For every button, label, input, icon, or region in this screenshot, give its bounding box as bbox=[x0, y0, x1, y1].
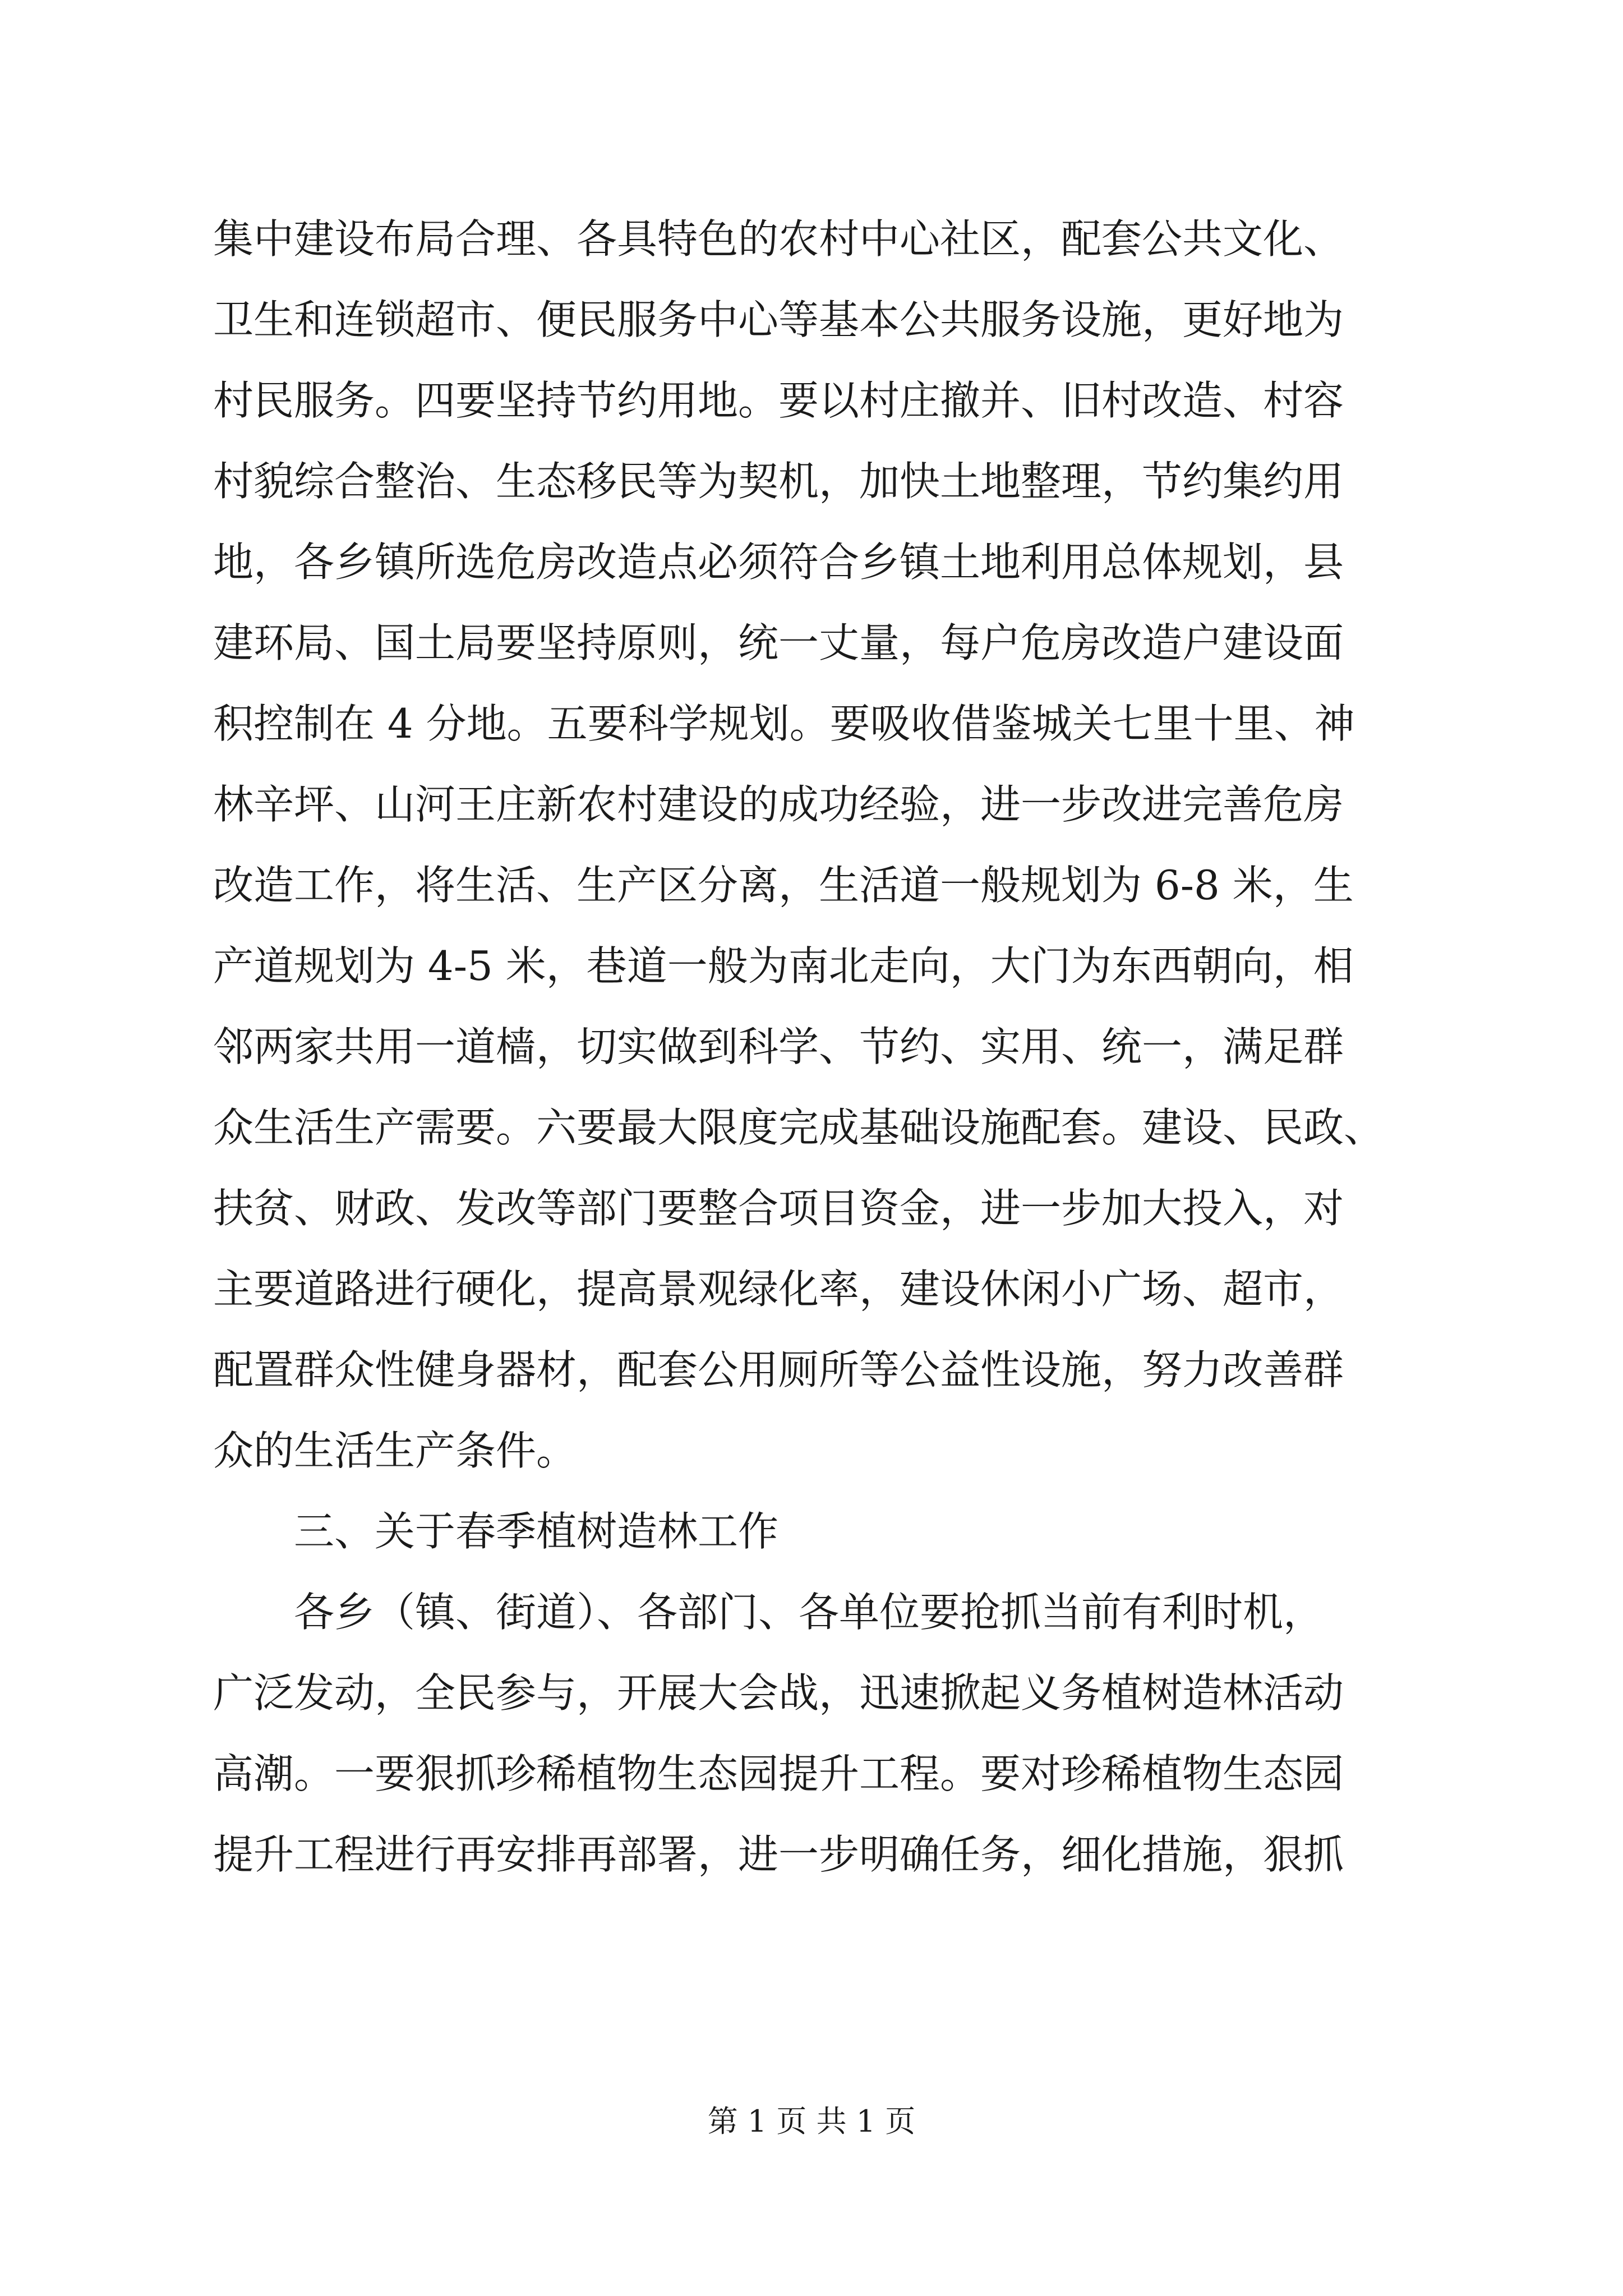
text-line: 众的生活生产条件。 bbox=[213, 1427, 577, 1474]
text-line: 主要道路进行硬化，提高景观绿化率，建设休闲小广场、超市， bbox=[213, 1266, 1344, 1313]
text-line: 村民服务。四要坚持节约用地。要以村庄撤并、旧村改造、村容 bbox=[213, 377, 1344, 424]
text-line: 集中建设布局合理、各具特色的农村中心社区，配套公共文化、 bbox=[213, 215, 1344, 263]
text-line: 积控制在 4 分地。五要科学规划。要吸收借鉴城关七里十里、神 bbox=[213, 700, 1355, 747]
text-line: 村貌综合整治、生态移民等为契机，加快土地整理，节约集约用 bbox=[213, 458, 1344, 505]
text-line: 高潮。一要狠抓珍稀植物生态园提升工程。要对珍稀植物生态园 bbox=[213, 1750, 1344, 1797]
text-line: 林辛坪、山河王庄新农村建设的成功经验，进一步改进完善危房 bbox=[213, 781, 1344, 828]
text-line: 广泛发动，全民参与，开展大会战，迅速掀起义务植树造林活动 bbox=[213, 1669, 1344, 1717]
body-text bbox=[213, 199, 1424, 1895]
text-line: 各乡（镇、街道）、各部门、各单位要抢抓当前有利时机， bbox=[294, 1589, 1324, 1636]
text-line: 扶贫、财政、发改等部门要整合项目资金，进一步加大投入，对 bbox=[213, 1185, 1344, 1232]
text-line: 提升工程进行再安排再部署，进一步明确任务，细化措施，狠抓 bbox=[213, 1831, 1344, 1878]
section-heading: 三、关于春季植树造林工作 bbox=[294, 1508, 779, 1555]
text-line: 配置群众性健身器材，配套公用厕所等公益性设施，努力改善群 bbox=[213, 1346, 1344, 1393]
text-line: 建环局、国土局要坚持原则，统一丈量，每户危房改造户建设面 bbox=[213, 619, 1344, 666]
text-line: 众生活生产需要。六要最大限度完成基础设施配套。建设、民政、 bbox=[213, 1104, 1385, 1151]
text-line: 地，各乡镇所选危房改造点必须符合乡镇土地利用总体规划，县 bbox=[213, 539, 1344, 586]
page-number: 第 1 页 共 1 页 bbox=[707, 2104, 916, 2139]
text-line: 邻两家共用一道樯，切实做到科学、节约、实用、统一，满足群 bbox=[213, 1023, 1344, 1070]
text-line: 卫生和连锁超市、便民服务中心等基本公共服务设施，更好地为 bbox=[213, 296, 1344, 343]
text-line: 产道规划为 4-5 米，巷道一般为南北走向，大门为东西朝向，相 bbox=[213, 942, 1354, 990]
page-footer bbox=[0, 2099, 1623, 2144]
text-line: 改造工作，将生活、生产区分离，生活道一般规划为 6-8 米，生 bbox=[213, 862, 1354, 909]
